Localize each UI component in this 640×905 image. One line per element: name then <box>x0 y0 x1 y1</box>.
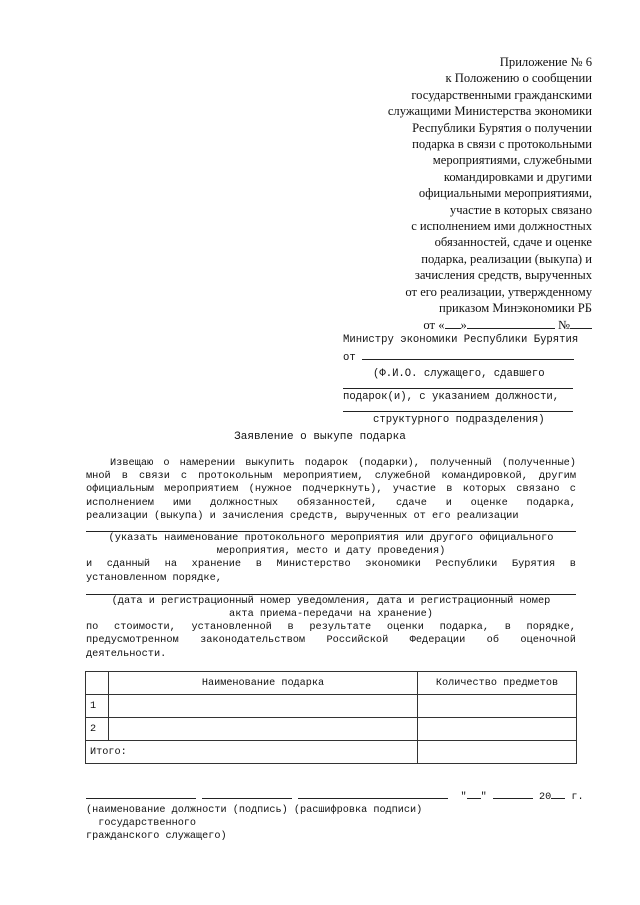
body-line: официальным мероприятием (нужное подчеркнуть), участие в которых связано с <box>86 483 576 496</box>
addressee-from-line <box>343 348 593 366</box>
appendix-line: приказом Минэкономики РБ <box>439 301 592 316</box>
signature-hint: гражданского служащего) <box>86 831 227 842</box>
from-prefix: от <box>343 352 356 364</box>
table-header-name: Наименование подарка <box>109 672 418 695</box>
day-field[interactable] <box>445 317 461 329</box>
table-total-row <box>86 741 577 764</box>
quote-close: " <box>480 792 487 803</box>
year-prefix: 20 <box>538 792 552 803</box>
appendix-line: подарка, реализации (выкупа) и <box>421 251 592 266</box>
row-number: 1 <box>86 695 109 718</box>
row-number: 2 <box>86 718 109 741</box>
sign-day-field[interactable] <box>467 787 481 799</box>
body-line: предусмотренном законодательством Российской Федерации об оценочной <box>86 634 576 647</box>
name-decoding-field[interactable] <box>298 787 448 799</box>
appendix-line: к Положению о сообщении <box>445 71 592 86</box>
hint-line: (указать наименование протокольного мероприятия или другого официального <box>108 532 554 545</box>
body-line: по стоимости, установленной в результате оценки подарка, в порядке, <box>86 621 576 634</box>
addressee-block <box>343 332 593 428</box>
hint-fio: (Ф.И.О. служащего, сдавшего <box>373 368 545 380</box>
appendix-line: Приложение № 6 <box>499 55 592 69</box>
appendix-line: зачисления средств, вырученных <box>414 268 592 283</box>
document-title: Заявление о выкупе подарка <box>234 431 406 443</box>
signature-field[interactable] <box>202 787 292 799</box>
hint-line: мероприятия, место и дату проведения) <box>216 545 446 558</box>
table-row <box>86 695 577 718</box>
appendix-date-line <box>312 317 592 333</box>
hint-line: акта приема-передачи на хранение) <box>229 608 433 621</box>
signature-block <box>86 787 584 843</box>
document-body <box>86 457 576 661</box>
appendix-line: служащими Министерства экономики <box>387 104 592 119</box>
appendix-line: Республики Бурятия о получении <box>412 120 592 135</box>
appendix-line: от его реализации, утвержденному <box>405 284 592 299</box>
position-field[interactable] <box>86 787 196 799</box>
body-line: реализации (выкупа) и зачисления средств, вырученных от его реализации <box>86 509 519 522</box>
total-qty-cell[interactable] <box>418 741 577 764</box>
appendix-line: официальными мероприятиями, <box>418 186 592 201</box>
signature-hint: государственного <box>86 818 197 829</box>
appendix-line: государственными гражданскими <box>411 87 592 102</box>
order-number-field[interactable] <box>570 317 592 329</box>
gift-name-cell[interactable] <box>109 695 418 718</box>
body-line: Извещаю о намерении выкупить подарок (подарки), полученный (полученные) <box>110 457 576 469</box>
month-year-field[interactable] <box>467 317 555 329</box>
appendix-line: участие в которых связано <box>449 202 592 217</box>
date-prefix: от « <box>423 317 445 332</box>
table-header-num <box>86 672 109 695</box>
gifts-table <box>85 671 577 764</box>
body-line: деятельности. <box>86 647 167 660</box>
table-row <box>86 718 577 741</box>
year-suffix: г. <box>571 792 584 803</box>
employee-name-field[interactable] <box>362 348 574 360</box>
hint-line: (дата и регистрационный номер уведомления, дата и регистрационный номер <box>111 594 551 607</box>
appendix-line: обязанностей, сдаче и оценке <box>434 235 592 250</box>
appendix-line: командировками и другими <box>443 169 592 184</box>
hint-position: подарок(и), с указанием должности, <box>343 391 560 403</box>
appendix-line: подарка в связи с протокольными <box>412 137 592 152</box>
sign-year-field[interactable] <box>551 787 565 799</box>
gift-qty-cell[interactable] <box>418 695 577 718</box>
body-line: мной в связи с протокольным мероприятием, служебной командировкой, другим <box>86 470 576 483</box>
gift-name-cell[interactable] <box>109 718 418 741</box>
sign-month-field[interactable] <box>493 787 533 799</box>
signature-hint: (наименование должности (подпись) (расшифровка подписи) <box>86 805 423 816</box>
signature-lines <box>86 787 584 804</box>
body-line: установленном порядке, <box>86 571 222 584</box>
table-header-row <box>86 672 577 695</box>
hint-department: структурного подразделения) <box>373 414 545 426</box>
quote-open: " <box>460 792 467 803</box>
body-line: исполнением ими должностных обязанностей, сдаче и оценке подарка, <box>86 496 576 509</box>
appendix-header <box>312 54 592 333</box>
appendix-line: с исполнением ими должностных <box>411 219 592 234</box>
table-header-qty: Количество предметов <box>418 672 577 695</box>
number-sign: № <box>557 317 570 332</box>
addressee-to: Министру экономики Республики Бурятия <box>343 334 579 346</box>
total-label: Итого: <box>86 741 418 764</box>
date-mid: » <box>460 317 467 332</box>
body-line: и сданный на хранение в Министерство экономики Республики Бурятия в <box>86 558 576 571</box>
appendix-line: мероприятиями, служебными <box>432 153 592 168</box>
gift-qty-cell[interactable] <box>418 718 577 741</box>
